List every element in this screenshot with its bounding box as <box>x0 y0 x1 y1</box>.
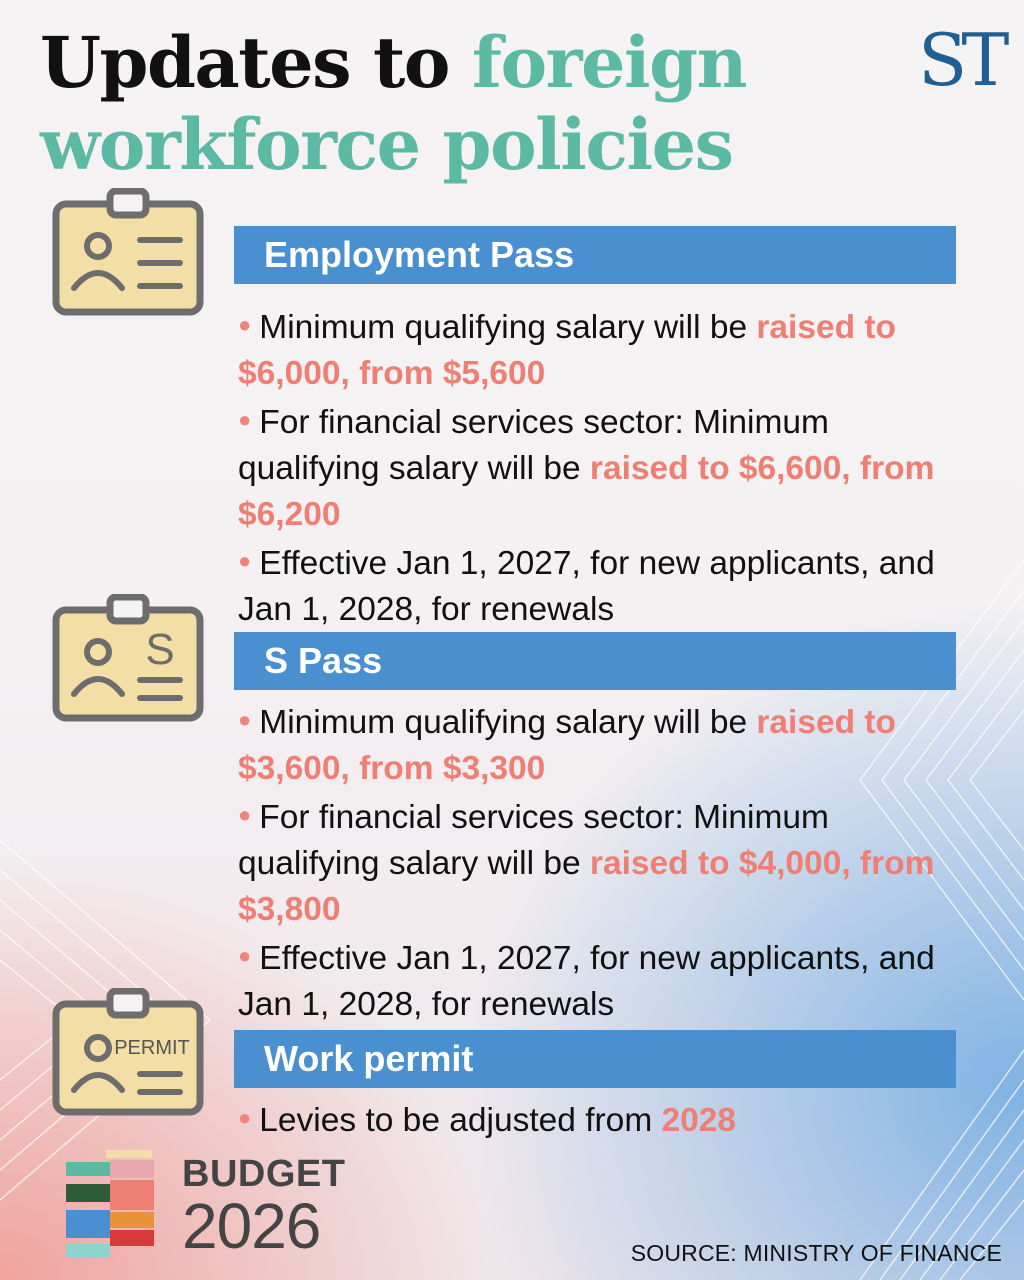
bullet-dot: ● <box>238 943 252 968</box>
bullet-item: ● For financial services sector: Minimum qualifying salary will be raised to $6,600, from $6,200 <box>238 404 935 533</box>
bullet-dot: ● <box>238 407 252 432</box>
id-card-permit-icon <box>52 988 204 1118</box>
id-card-person-icon <box>52 188 204 318</box>
title-accent-part-2: workforce policies <box>40 103 733 186</box>
id-card-s-icon <box>52 594 204 724</box>
card-permit-label: PERMIT <box>114 1037 190 1059</box>
bullet-dot: ● <box>238 1105 252 1130</box>
section-body-s-pass <box>238 697 958 1028</box>
bullet-item: ● Minimum qualifying salary will be raised to $3,600, from $3,300 <box>238 704 897 787</box>
bullet-item: ● Effective Jan 1, 2027, for new applicants, and Jan 1, 2028, for renewals <box>238 940 935 1023</box>
source-note: SOURCE: MINISTRY OF FINANCE <box>630 1240 1002 1266</box>
title-dark-part: Updates to <box>40 21 472 104</box>
page-title <box>40 22 920 186</box>
bullet-item: ● Minimum qualifying salary will be raised to $6,000, from $5,600 <box>238 309 897 392</box>
bullet-item: ● Levies to be adjusted from 2028 <box>238 1102 737 1139</box>
bullet-item: ● For financial services sector: Minimum qualifying salary will be raised to $4,000, from $3,800 <box>238 799 935 928</box>
bullet-dot: ● <box>238 802 252 827</box>
title-accent-part-1: foreign <box>471 21 746 104</box>
bullet-dot: ● <box>238 548 252 573</box>
budget-label <box>182 1153 382 1262</box>
budget-word: BUDGET <box>182 1153 346 1195</box>
bullet-item: ● Effective Jan 1, 2027, for new applicants, and Jan 1, 2028, for renewals <box>238 545 935 628</box>
budget-books-icon <box>64 1150 156 1260</box>
section-heading-s-pass: S Pass <box>234 632 956 690</box>
section-body-work-permit <box>238 1095 958 1144</box>
section-heading-employment-pass: Employment Pass <box>234 226 956 284</box>
section-heading-work-permit: Work permit <box>234 1030 956 1088</box>
card-letter: S <box>145 625 175 674</box>
budget-year: 2026 <box>182 1190 321 1262</box>
bullet-dot: ● <box>238 707 252 732</box>
st-logo: ST <box>918 18 1004 102</box>
section-body-employment-pass <box>238 302 958 633</box>
bullet-dot: ● <box>238 312 252 337</box>
